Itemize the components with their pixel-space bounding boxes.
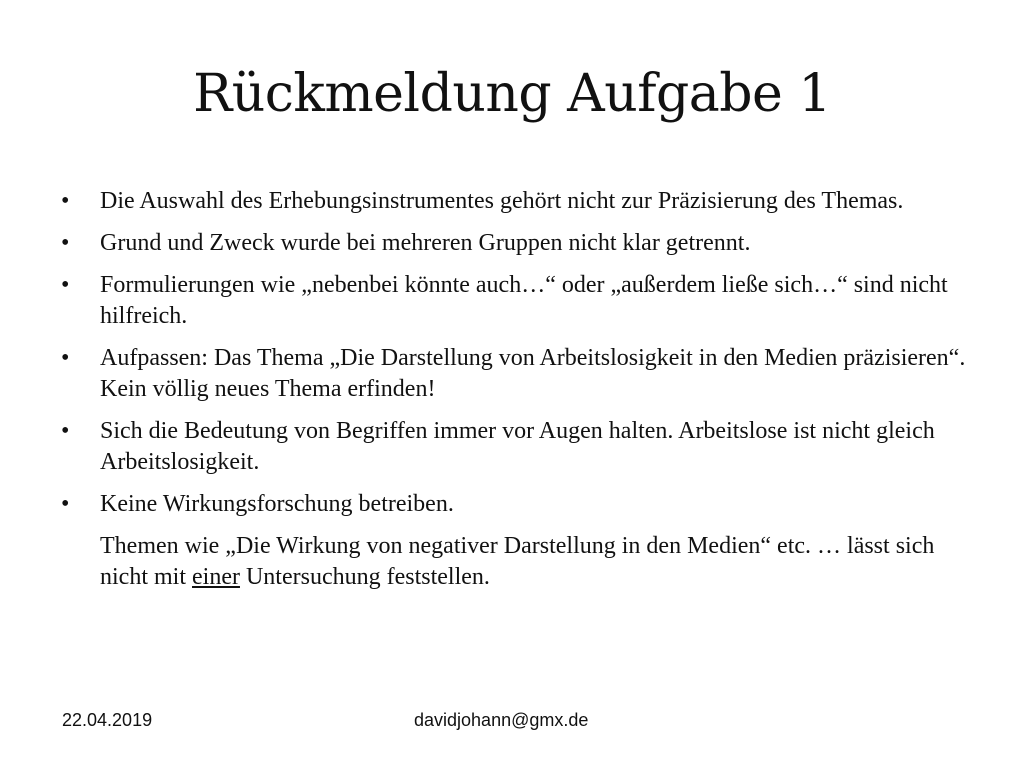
bullet-icon: • <box>61 345 70 371</box>
bullet-text-1: Die Auswahl des Erhebungsinstrumentes gehört nicht zur Präzisierung des Themas. <box>100 188 904 214</box>
bullet-item-2 <box>56 228 986 259</box>
bullet-item-6 <box>56 489 986 520</box>
underlined-word: einer <box>192 564 240 590</box>
bullet-text-5: Sich die Bedeutung von Begriffen immer vor Augen halten. Arbeitslose ist nicht gleich Arbeitslosigkeit. <box>100 418 935 475</box>
bullet-icon: • <box>61 418 70 444</box>
bullet-text-6: Keine Wirkungsforschung betreiben. <box>100 491 454 517</box>
footer-date: 22.04.2019 <box>62 710 153 730</box>
bullet-item-4 <box>56 343 986 405</box>
bullet-icon: • <box>61 272 70 298</box>
footer-email: davidjohann@gmx.de <box>414 710 589 730</box>
bullet-icon: • <box>61 188 70 214</box>
bullet-icon: • <box>61 491 70 517</box>
bullet-text-2: Grund und Zweck wurde bei mehreren Gruppen nicht klar getrennt. <box>100 230 751 256</box>
continuation-text-start: Themen wie „Die Wirkung von negativer Darstellung in den Medien“ etc. … lässt sich nicht mit <box>100 533 935 590</box>
slide-content <box>56 186 986 593</box>
bullet-text-4: Aufpassen: Das Thema „Die Darstellung von Arbeitslosigkeit in den Medien präzisieren“. Kein völlig neues Thema erfinden! <box>100 345 966 402</box>
bullet-text-3: Formulierungen wie „nebenbei könnte auch…“ oder „außerdem ließe sich…“ sind nicht hilfreich. <box>100 272 948 329</box>
bullet-icon: • <box>61 230 70 256</box>
bullet-list <box>56 186 986 520</box>
bullet-item-1 <box>56 186 986 217</box>
slide-title: Rückmeldung Aufgabe 1 <box>193 64 831 124</box>
bullet-item-3 <box>56 270 986 332</box>
bullet-item-5 <box>56 416 986 478</box>
continuation-text-end: Untersuchung feststellen. <box>239 564 490 590</box>
continuation-paragraph <box>56 531 986 593</box>
